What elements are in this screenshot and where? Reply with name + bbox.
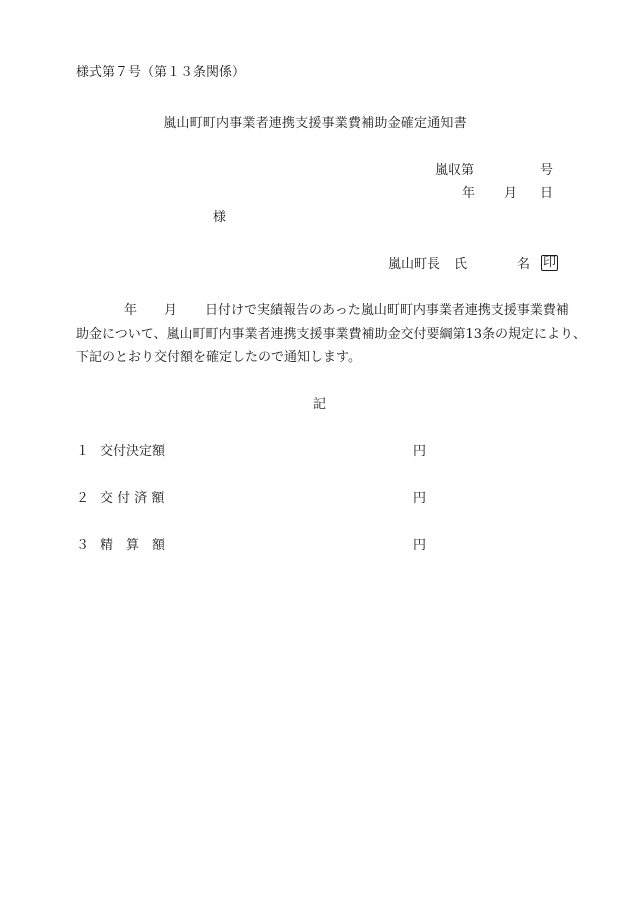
item-number: ３ xyxy=(76,538,90,553)
body-text-line-2: 助金について、嵐山町町内事業者連携支援事業費補助金交付要綱第13条の規定により、 xyxy=(76,327,587,342)
body-text-line-3: 下記のとおり交付額を確定したので通知します。 xyxy=(76,350,361,365)
issuer-title: 嵐山町長 xyxy=(388,257,441,272)
item-label-decided-amount: 交付決定額 xyxy=(100,444,166,459)
date-year-label: 年 xyxy=(462,186,476,201)
item-number: １ xyxy=(76,444,90,459)
item-label-settlement-amount: 精 算 額 xyxy=(100,538,166,553)
ki-heading: 記 xyxy=(313,397,327,412)
doc-number-suffix: 号 xyxy=(540,163,554,178)
addressee-suffix: 様 xyxy=(213,210,227,225)
body-month-label: 月 xyxy=(164,303,178,318)
seal-mark: 印 xyxy=(543,255,557,270)
body-text-line-1: 日付けで実績報告のあった嵐山町町内事業者連携支援事業費補 xyxy=(205,303,569,318)
item-label-paid-amount: 交 付 済 額 xyxy=(100,491,165,506)
item-unit: 円 xyxy=(413,444,427,459)
document-title: 嵐山町町内事業者連携支援事業費補助金確定通知書 xyxy=(163,116,467,131)
item-unit: 円 xyxy=(413,538,427,553)
body-year-label: 年 xyxy=(124,303,138,318)
date-month-label: 月 xyxy=(504,186,518,201)
issuer-name-label-second: 名 xyxy=(517,257,531,272)
item-number: ２ xyxy=(76,491,90,506)
issuer-name-label-first: 氏 xyxy=(454,257,468,272)
item-unit: 円 xyxy=(413,491,427,506)
form-number: 様式第７号（第１３条関係） xyxy=(76,65,246,80)
doc-number-prefix: 嵐収第 xyxy=(435,163,475,178)
date-day-label: 日 xyxy=(540,186,554,201)
